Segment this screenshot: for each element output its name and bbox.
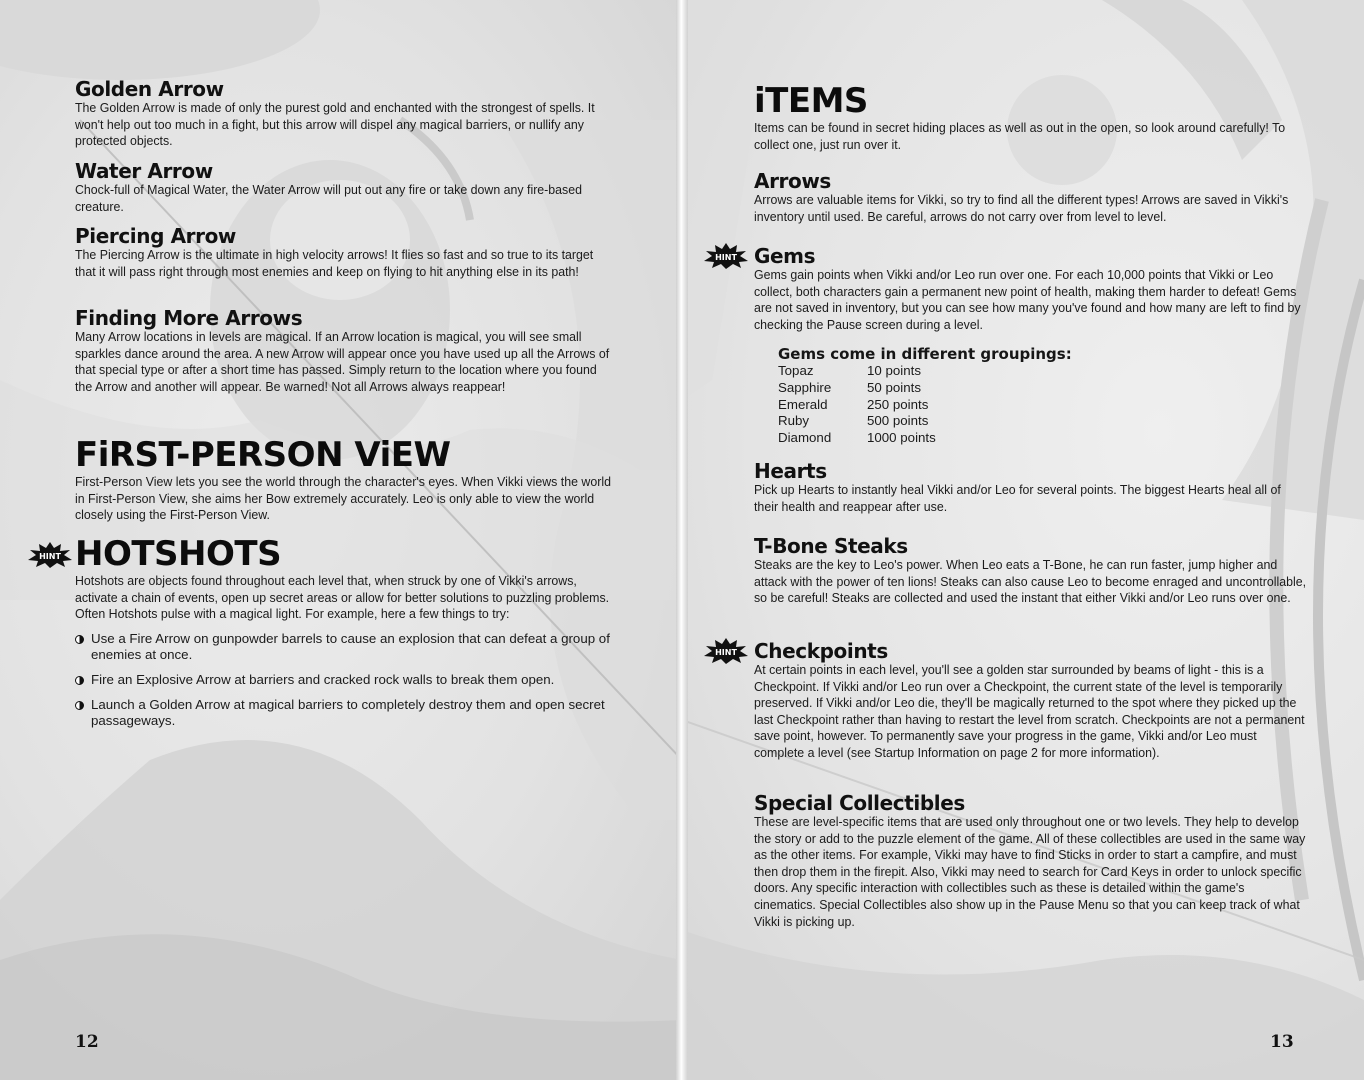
piercing-arrow-heading: Piercing Arrow xyxy=(75,224,236,248)
list-item: Launch a Golden Arrow at magical barriers to completely destroy them and open secret passageways. xyxy=(75,697,620,730)
tbone-heading: T-Bone Steaks xyxy=(754,534,908,558)
section-arrows xyxy=(754,170,1310,225)
table-row: Emerald 250 points xyxy=(778,396,929,412)
right-page xyxy=(682,0,1364,1080)
gems-groupings xyxy=(778,345,1310,446)
bullet-icon xyxy=(75,676,84,685)
water-arrow-text: Chock-full of Magical Water, the Water Arrow will put out any fire or take down any fire-based creature. xyxy=(75,182,583,214)
section-items xyxy=(754,82,1304,153)
list-item: Fire an Explosive Arrow at barriers and cracked rock walls to break them open. xyxy=(75,672,620,689)
list-item: Use a Fire Arrow on gunpowder barrels to cause an explosion that can defeat a group of enemies at once. xyxy=(75,631,620,664)
table-row: Topaz 10 points xyxy=(778,363,921,379)
hearts-heading: Hearts xyxy=(754,459,827,483)
section-water-arrow xyxy=(75,160,610,215)
arrows-heading: Arrows xyxy=(754,169,831,193)
hint-starburst-icon xyxy=(704,638,748,664)
table-row: Diamond 1000 points xyxy=(778,429,936,445)
checkpoints-text: At certain points in each level, you'll see a golden star surrounded by beams of light - this is a Checkpoint. If Vikki and/or Leo run over a Checkpoint, the current state of the level is temporarily preserved. If Vikki and/or Leo die, they'll be magically returned to the spot where they picked up the last Checkpoint rather than having to restart the level from scratch. Checkpoints are not a permanent save point, however. To permanently save your progress in the game, Vikki and/or Leo must complete a level (see Startup Information on page 2 for more information). xyxy=(754,662,1305,760)
hotshots-text: Hotshots are objects found throughout each level that, when struck by one of Vikki's arrows, activate a chain of events, open up secret areas or allow for better solutions to puzzling problems. Often Hotshots pulse with a magical light. For example, here a few things to try: xyxy=(75,573,610,622)
page-number-left: 12 xyxy=(75,1032,99,1052)
hint-starburst-icon xyxy=(704,243,748,269)
section-golden-arrow xyxy=(75,78,610,150)
hotshots-tips-list xyxy=(75,631,620,730)
svg-text:HINT: HINT xyxy=(39,552,61,561)
special-collectibles-heading: Special Collectibles xyxy=(754,791,965,815)
special-collectibles-text: These are level-specific items that are used only throughout one or two levels. They help to develop the story or add to the puzzle element of the game. All of these collectibles are used in the same way as the other items. For example, Vikki may have to find Sticks in order to start a campfire, and must then drop them in the firepit. Also, Vikki may need to search for Card Keys in order to unlock specific doors. Any specific interaction with collectibles such as these is detailed within the game's cinematics. Special Collectibles also show up in the Pause Menu so that you can keep track of what Vikki is picking up. xyxy=(754,814,1306,929)
hint-starburst-icon xyxy=(28,542,72,568)
section-hotshots xyxy=(75,535,620,738)
water-arrow-heading: Water Arrow xyxy=(75,159,213,183)
finding-more-arrows-text: Many Arrow locations in levels are magical. If an Arrow location is magical, you will see small sparkles dance around the area. A new Arrow will appear once you have used up all the Arrows of that special type or after a short time has passed. Simply return to the location where you found the Arrow and another will appear. Be warned! Not all Arrows always reappear! xyxy=(75,329,610,394)
bullet-icon xyxy=(75,635,84,644)
section-checkpoints xyxy=(754,640,1310,762)
items-heading: iTEMS xyxy=(754,81,868,121)
first-person-view-text: First-Person View lets you see the world through the character's eyes. When Vikki views the world in First-Person View, she aims her Bow extremely accurately. Leo is only able to view the world closely using the First-Person View. xyxy=(75,474,611,523)
golden-arrow-heading: Golden Arrow xyxy=(75,77,224,101)
section-first-person-view xyxy=(75,436,615,524)
hearts-text: Pick up Hearts to instantly heal Vikki and/or Leo for several points. The biggest Hearts heal all of their health and reappear after use. xyxy=(754,482,1281,514)
section-gems xyxy=(754,245,1310,446)
golden-arrow-text: The Golden Arrow is made of only the purest gold and enchanted with the strongest of spells. It won't help out too much in a fight, but this arrow will dispel any magical barriers, or nullify any protected objects. xyxy=(75,100,595,149)
piercing-arrow-text: The Piercing Arrow is the ultimate in high velocity arrows! It flies so fast and so true to its target that it will pass right through most enemies and keep on flying to hit anything else in its path! xyxy=(75,247,594,279)
table-row: Ruby 500 points xyxy=(778,413,929,429)
tbone-text: Steaks are the key to Leo's power. When Leo eats a T-Bone, he can run faster, jump higher and attack with the power of ten lions! Steaks can also cause Leo to become enraged and uncontrollable, so be careful! Steaks are collected and used the instant that either Vikki and/or Leo runs over one. xyxy=(754,557,1307,606)
page-number-right: 13 xyxy=(1270,1032,1294,1052)
hotshots-heading: HOTSHOTS xyxy=(75,534,282,574)
finding-more-arrows-heading: Finding More Arrows xyxy=(75,306,303,330)
checkpoints-heading: Checkpoints xyxy=(754,639,888,663)
gems-text: Gems gain points when Vikki and/or Leo run over one. For each 10,000 points that Vikki or Leo collect, both characters gain a permanent new point of health, making them harder to defeat! Gems are not saved in inventory, but you can see how many you've found and how many are left to find by checking the Pause screen during a level. xyxy=(754,267,1301,332)
gems-heading: Gems xyxy=(754,244,816,268)
first-person-view-heading: FiRST-PERSON ViEW xyxy=(75,435,451,475)
section-piercing-arrow xyxy=(75,225,610,280)
svg-text:HINT: HINT xyxy=(715,648,737,657)
arrows-text: Arrows are valuable items for Vikki, so try to find all the different types! Arrows are saved in Vikki's inventory until used. Be careful, arrows do not carry over from level to level. xyxy=(754,192,1289,224)
section-tbone-steaks xyxy=(754,535,1310,607)
svg-text:HINT: HINT xyxy=(715,253,737,262)
bullet-icon xyxy=(75,701,84,710)
table-row: Sapphire 50 points xyxy=(778,379,921,395)
book-spine xyxy=(676,0,688,1080)
section-finding-more-arrows xyxy=(75,307,615,395)
gems-table xyxy=(778,363,936,446)
items-text: Items can be found in secret hiding places as well as out in the open, so look around carefully! To collect one, just run over it. xyxy=(754,120,1286,152)
section-special-collectibles xyxy=(754,792,1310,930)
gems-groupings-title: Gems come in different groupings: xyxy=(778,345,1072,364)
section-hearts xyxy=(754,460,1310,515)
